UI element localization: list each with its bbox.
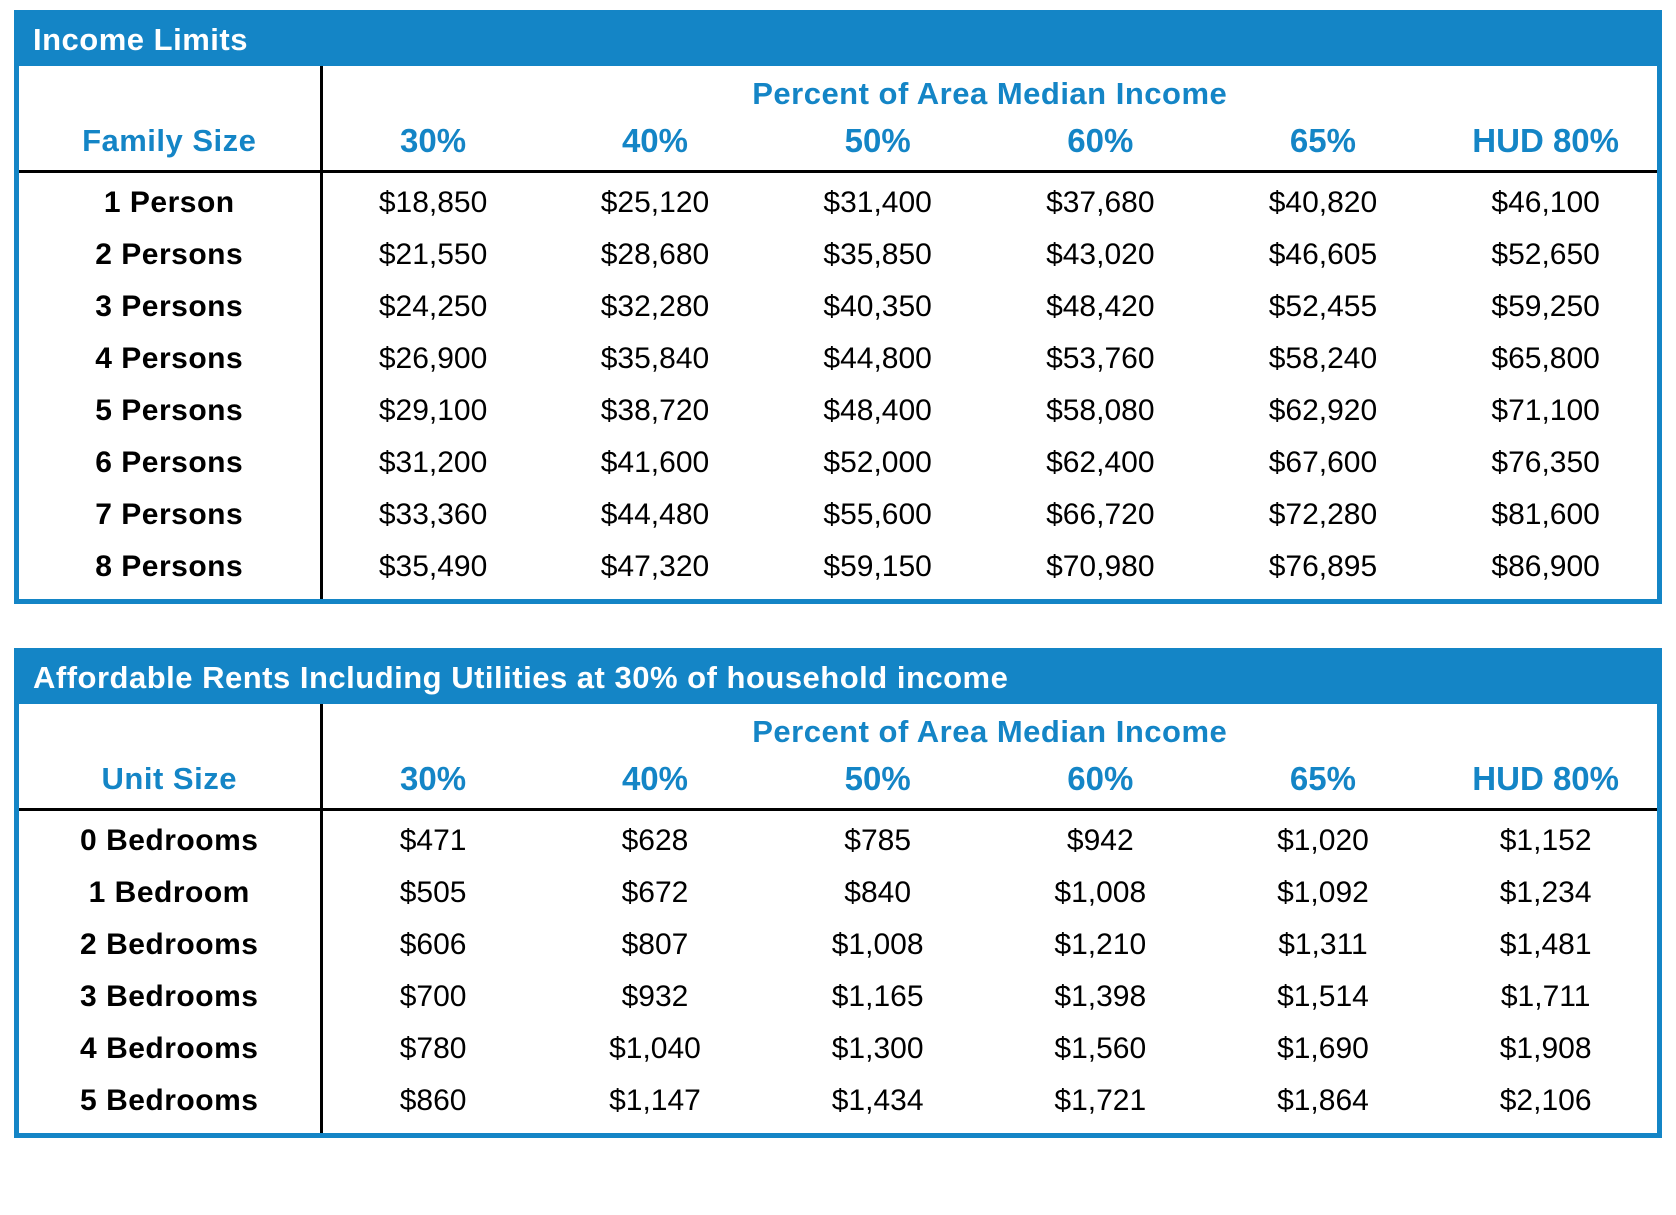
value-cell: $840 xyxy=(844,876,912,909)
column-header-row xyxy=(19,116,1657,172)
value-cell: $35,840 xyxy=(600,342,710,375)
table-row xyxy=(19,810,1657,868)
row-label: 1 Bedroom xyxy=(19,867,321,919)
value-cell: $860 xyxy=(399,1084,467,1117)
value-cell: $1,711 xyxy=(1500,980,1591,1013)
value-cell: $53,760 xyxy=(1046,342,1155,375)
value-cell: $2,106 xyxy=(1499,1084,1592,1117)
value-cell: $785 xyxy=(844,824,912,857)
row-label: 2 Persons xyxy=(19,229,321,281)
column-header-40: 40% xyxy=(544,116,767,172)
income-limits-panel xyxy=(14,10,1662,604)
table-row xyxy=(19,229,1657,281)
table-row xyxy=(19,971,1657,1023)
table-row xyxy=(19,437,1657,489)
row-label: 5 Bedrooms xyxy=(19,1075,321,1133)
value-cell: $44,480 xyxy=(600,498,710,531)
value-cell: $28,680 xyxy=(600,238,710,271)
value-cell: $1,560 xyxy=(1054,1032,1147,1065)
column-header-30: 30% xyxy=(321,754,544,810)
table-row xyxy=(19,385,1657,437)
value-cell: $46,605 xyxy=(1268,238,1378,271)
value-cell: $18,850 xyxy=(378,186,488,219)
value-cell: $52,000 xyxy=(823,446,932,479)
value-cell: $67,600 xyxy=(1268,446,1378,479)
table-row xyxy=(19,489,1657,541)
corner-cell xyxy=(19,66,321,116)
affordable-rents-body xyxy=(19,810,1657,1134)
table-row xyxy=(19,333,1657,385)
value-cell: $942 xyxy=(1066,824,1134,857)
value-cell: $32,280 xyxy=(600,290,710,323)
value-cell: $55,600 xyxy=(823,498,932,531)
value-cell: $1,864 xyxy=(1277,1084,1369,1117)
row-label: 2 Bedrooms xyxy=(19,919,321,971)
value-cell: $1,311 xyxy=(1278,928,1368,961)
value-cell: $70,980 xyxy=(1046,550,1155,583)
value-cell: $31,400 xyxy=(823,186,932,219)
affordable-rents-panel xyxy=(14,648,1662,1138)
value-cell: $1,398 xyxy=(1054,980,1147,1013)
value-cell: $1,234 xyxy=(1499,876,1592,909)
value-cell: $58,240 xyxy=(1268,342,1378,375)
income-limits-title: Income Limits xyxy=(19,15,1657,66)
value-cell: $47,320 xyxy=(600,550,710,583)
value-cell: $40,820 xyxy=(1268,186,1378,219)
value-cell: $37,680 xyxy=(1046,186,1155,219)
affordable-rents-table xyxy=(19,704,1657,1133)
row-label: 4 Bedrooms xyxy=(19,1023,321,1075)
row-header-unit-size: Unit Size xyxy=(19,754,321,810)
table-row xyxy=(19,867,1657,919)
value-cell: $44,800 xyxy=(823,342,932,375)
value-cell: $1,690 xyxy=(1277,1032,1369,1065)
value-cell: $672 xyxy=(621,876,689,909)
row-header-family-size: Family Size xyxy=(19,116,321,172)
value-cell: $1,147 xyxy=(609,1084,701,1117)
value-cell: $1,092 xyxy=(1277,876,1369,909)
value-cell: $471 xyxy=(399,824,467,857)
row-label: 0 Bedrooms xyxy=(19,810,321,868)
value-cell: $1,165 xyxy=(831,980,924,1013)
row-label: 3 Bedrooms xyxy=(19,971,321,1023)
column-header-60: 60% xyxy=(989,754,1212,810)
table-row xyxy=(19,281,1657,333)
value-cell: $1,210 xyxy=(1054,928,1147,961)
value-cell: $59,150 xyxy=(823,550,932,583)
value-cell: $31,200 xyxy=(378,446,488,479)
column-header-row xyxy=(19,754,1657,810)
value-cell: $1,721 xyxy=(1054,1084,1147,1117)
column-header-hud80: HUD 80% xyxy=(1434,754,1657,810)
column-header-50: 50% xyxy=(766,754,989,810)
value-cell: $628 xyxy=(621,824,689,857)
value-cell: $52,455 xyxy=(1268,290,1378,323)
column-header-40: 40% xyxy=(544,754,767,810)
column-header-50: 50% xyxy=(766,116,989,172)
value-cell: $606 xyxy=(399,928,467,961)
value-cell: $1,040 xyxy=(609,1032,701,1065)
affordable-rents-title: Affordable Rents Including Utilities at 30% of household income xyxy=(19,653,1657,704)
value-cell: $81,600 xyxy=(1491,498,1600,531)
column-header-65: 65% xyxy=(1212,116,1435,172)
value-cell: $1,908 xyxy=(1499,1032,1592,1065)
value-cell: $72,280 xyxy=(1268,498,1378,531)
value-cell: $62,920 xyxy=(1268,394,1378,427)
value-cell: $1,008 xyxy=(1054,876,1147,909)
value-cell: $1,020 xyxy=(1277,824,1369,857)
value-cell: $1,152 xyxy=(1499,824,1592,857)
value-cell: $25,120 xyxy=(600,186,710,219)
row-label: 7 Persons xyxy=(19,489,321,541)
income-limits-body xyxy=(19,172,1657,600)
value-cell: $33,360 xyxy=(378,498,488,531)
row-label: 4 Persons xyxy=(19,333,321,385)
value-cell: $807 xyxy=(621,928,689,961)
value-cell: $40,350 xyxy=(823,290,932,323)
value-cell: $41,600 xyxy=(600,446,710,479)
table-row xyxy=(19,541,1657,599)
table-row xyxy=(19,919,1657,971)
column-header-65: 65% xyxy=(1212,754,1435,810)
column-header-hud80: HUD 80% xyxy=(1434,116,1657,172)
value-cell: $21,550 xyxy=(378,238,488,271)
value-cell: $62,400 xyxy=(1046,446,1155,479)
group-header: Percent of Area Median Income xyxy=(752,76,1228,111)
value-cell: $700 xyxy=(399,980,467,1013)
value-cell: $1,481 xyxy=(1499,928,1592,961)
value-cell: $43,020 xyxy=(1046,238,1155,271)
value-cell: $46,100 xyxy=(1491,186,1600,219)
value-cell: $932 xyxy=(621,980,689,1013)
value-cell: $48,400 xyxy=(823,394,932,427)
value-cell: $505 xyxy=(399,876,467,909)
row-label: 6 Persons xyxy=(19,437,321,489)
row-label: 3 Persons xyxy=(19,281,321,333)
row-label: 8 Persons xyxy=(19,541,321,599)
value-cell: $38,720 xyxy=(600,394,710,427)
group-header-row xyxy=(19,704,1657,754)
table-row xyxy=(19,1023,1657,1075)
value-cell: $1,008 xyxy=(831,928,924,961)
column-header-30: 30% xyxy=(321,116,544,172)
value-cell: $29,100 xyxy=(378,394,488,427)
row-label: 1 Person xyxy=(19,172,321,230)
column-header-60: 60% xyxy=(989,116,1212,172)
value-cell: $1,434 xyxy=(831,1084,924,1117)
value-cell: $24,250 xyxy=(378,290,488,323)
value-cell: $71,100 xyxy=(1491,394,1600,427)
value-cell: $58,080 xyxy=(1046,394,1155,427)
value-cell: $65,800 xyxy=(1491,342,1600,375)
income-limits-table xyxy=(19,66,1657,599)
value-cell: $35,490 xyxy=(378,550,488,583)
value-cell: $76,895 xyxy=(1268,550,1378,583)
value-cell: $66,720 xyxy=(1046,498,1155,531)
value-cell: $52,650 xyxy=(1491,238,1600,271)
corner-cell xyxy=(19,704,321,754)
row-label: 5 Persons xyxy=(19,385,321,437)
value-cell: $35,850 xyxy=(823,238,932,271)
value-cell: $1,300 xyxy=(831,1032,924,1065)
group-header: Percent of Area Median Income xyxy=(752,714,1228,749)
value-cell: $76,350 xyxy=(1491,446,1600,479)
table-row xyxy=(19,1075,1657,1133)
value-cell: $86,900 xyxy=(1491,550,1600,583)
value-cell: $59,250 xyxy=(1491,290,1600,323)
value-cell: $48,420 xyxy=(1046,290,1155,323)
group-header-row xyxy=(19,66,1657,116)
value-cell: $26,900 xyxy=(378,342,488,375)
table-row xyxy=(19,172,1657,230)
value-cell: $780 xyxy=(399,1032,467,1065)
value-cell: $1,514 xyxy=(1277,980,1369,1013)
